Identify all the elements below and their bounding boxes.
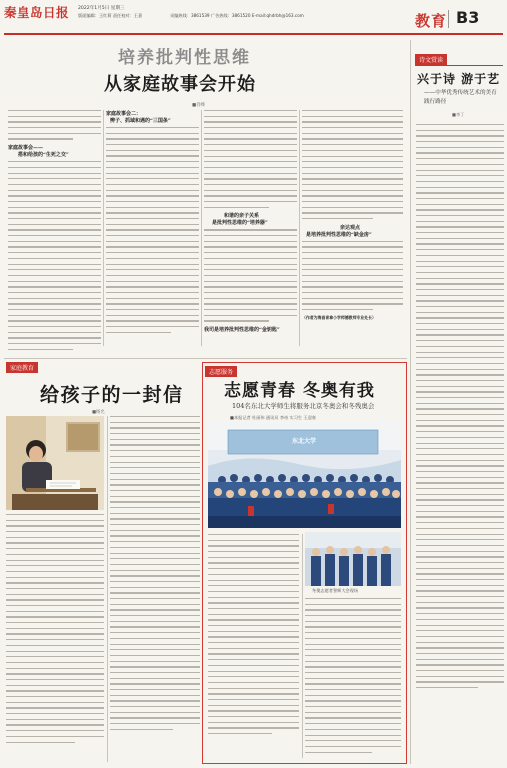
lead-column-2 [106, 110, 199, 337]
lead-column-1 [8, 110, 101, 355]
subhead-4b: 是培养批判性思维的“缺金房” [306, 231, 372, 238]
newspaper-logo: 秦皇岛日报 [4, 5, 70, 20]
lead-byline: ■肖峰 [192, 103, 205, 108]
body-text-block [302, 241, 403, 311]
volunteer-group-photo [208, 422, 401, 528]
photo-caption: 冬奥志愿者誓师大会现场 [312, 588, 359, 593]
column-divider [299, 110, 300, 346]
body-text-block [8, 161, 101, 350]
family-headline: 给孩子的一封信 [40, 384, 184, 406]
column-divider [107, 416, 108, 762]
lead-column-4 [302, 110, 403, 321]
column-divider [302, 534, 303, 758]
issue-date: 2022年1月5日 星期三 [78, 6, 125, 11]
family-tag: 家庭教育 [6, 362, 38, 373]
right-byline: ■李丁 [452, 112, 465, 117]
subhead-2: 家庭故事会二： [106, 111, 142, 117]
family-byline: ■杨允 [92, 410, 105, 415]
volunteer-text-col-2 [305, 598, 401, 757]
subhead-4: 亲达观点 [340, 224, 361, 231]
right-tag: 诗文赏读 [415, 54, 447, 65]
article-note: （作者为海昌育拿小学师德教师专业处长） [302, 314, 376, 320]
body-text-block [204, 229, 297, 321]
body-text-block [8, 110, 101, 140]
volunteer-text-col-1 [208, 534, 299, 739]
section-name: 教育 [415, 12, 448, 30]
volunteer-subheadline: 104名东北大学师生将服务北京冬奥会和冬残奥会 [232, 402, 375, 410]
contact-line: 采编热线：3861539 广告热线：3861520 E-mail:qhdrbh@163.com [170, 13, 304, 18]
subhead-1: 家庭故事会—— [8, 145, 44, 152]
right-column-divider [410, 40, 411, 764]
volunteer-tag: 志愿服务 [205, 366, 237, 377]
subhead-1b: 搭和给孩的“生死之交” [18, 152, 69, 159]
masthead-rule [4, 33, 503, 35]
lead-headline-2: 从家庭故事会开始 [104, 74, 256, 95]
family-text-col-1 [6, 514, 104, 747]
right-headline: 兴于诗 游于艺 [417, 72, 501, 86]
subhead-3: 和谐的亲子关系 [224, 213, 260, 220]
page-code: B3 [456, 8, 480, 27]
column-divider [103, 110, 104, 346]
body-text-block [302, 110, 403, 219]
section-rule [4, 358, 407, 359]
volunteer-headline: 志愿青春 冬奥有我 [224, 381, 375, 401]
column-divider [201, 110, 202, 346]
photo-banner-text: 东北大学 [292, 438, 317, 445]
masthead-divider [448, 10, 449, 28]
volunteer-byline: ■本报记者 杜丽伟 通讯员 李帝 实习生 王迎春 [230, 415, 316, 420]
body-text-block [106, 127, 199, 333]
masthead [0, 0, 507, 34]
right-tag-rule [415, 65, 503, 66]
body-text-block [204, 110, 297, 208]
subhead-6: 我司是培养批判性思维的“金钥匙” [204, 327, 280, 334]
child-study-illustration [6, 416, 104, 510]
right-text-col [416, 124, 504, 693]
right-subheadline: ——中华优秀传统艺术的美育践行路径 [424, 90, 497, 105]
lead-headline-1: 培养批判性思维 [118, 48, 251, 68]
lead-column-3 [204, 110, 297, 333]
subhead-3b: 是批判性思维的“培养器” [212, 220, 268, 227]
family-text-col-2 [110, 416, 200, 735]
subhead-2b: 辨子、抓域和遇的“三国条” [110, 118, 171, 124]
volunteer-secondary-photo [305, 532, 401, 586]
editor-line: 版面编辑：王红莉 责任校对：王嘉 [78, 13, 143, 18]
